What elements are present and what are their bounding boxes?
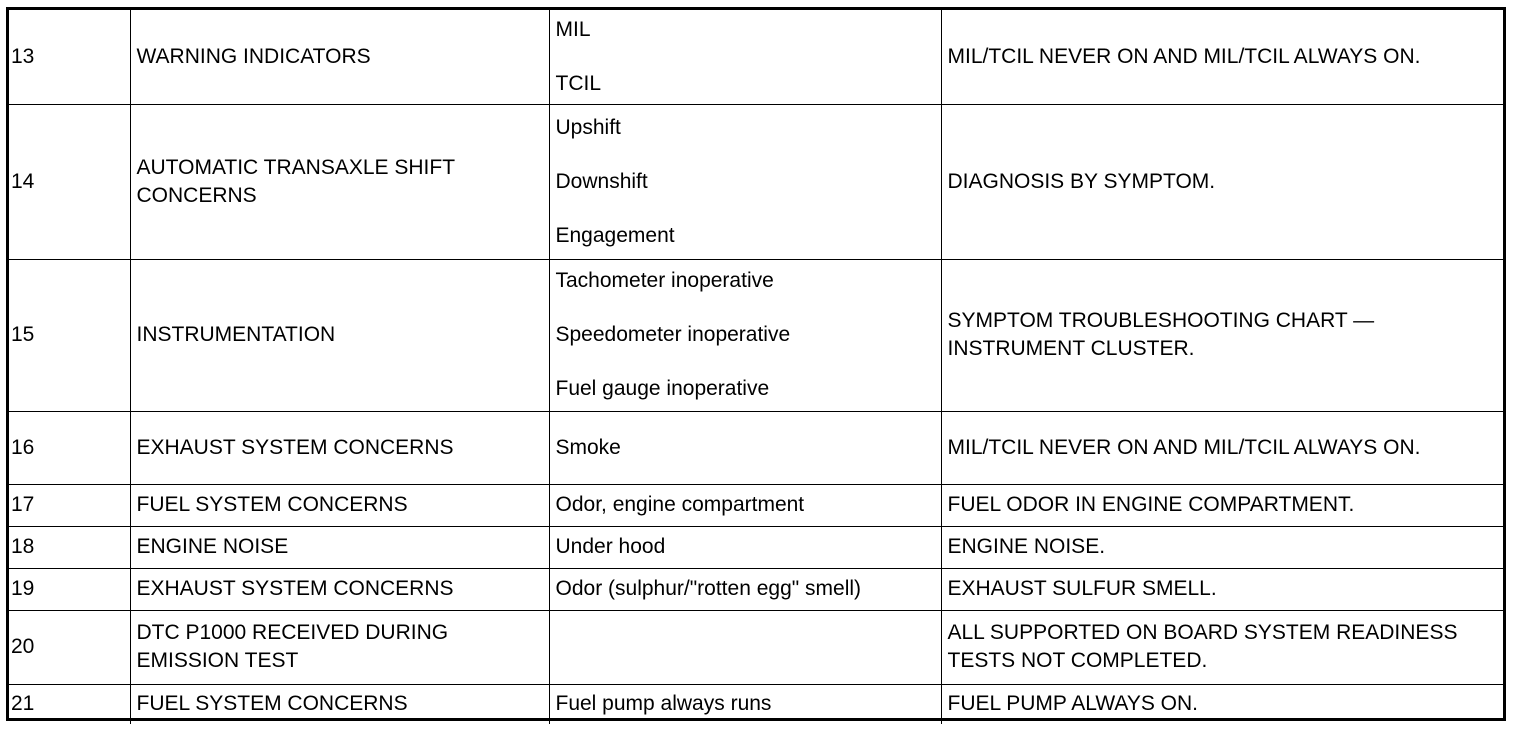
- symptom-chart: [6, 7, 1506, 721]
- symptom-item: Smoke: [555, 435, 621, 459]
- row-number: 13: [9, 10, 130, 104]
- system-name: FUEL SYSTEM CONCERNS: [130, 484, 549, 526]
- table-row: [9, 568, 1503, 610]
- symptom-item: Fuel pump always runs: [555, 692, 772, 716]
- system-name: WARNING INDICATORS: [130, 10, 549, 104]
- symptom-list: [549, 568, 941, 610]
- symptom-table-body: [9, 10, 1503, 724]
- symptom-item: Engagement: [555, 223, 675, 247]
- system-name: EXHAUST SYSTEM CONCERNS: [130, 568, 549, 610]
- table-row: [9, 10, 1503, 104]
- row-number: 20: [9, 610, 130, 684]
- symptom-list: [549, 411, 941, 484]
- symptom-list: [549, 10, 941, 104]
- symptom-list: [549, 259, 941, 411]
- symptom-item: Downshift: [555, 169, 648, 193]
- system-name: DTC P1000 RECEIVED DURING EMISSION TEST: [130, 610, 549, 684]
- symptom-list: [549, 684, 941, 724]
- system-name: EXHAUST SYSTEM CONCERNS: [130, 411, 549, 484]
- system-name: FUEL SYSTEM CONCERNS: [130, 684, 549, 724]
- table-row: [9, 484, 1503, 526]
- row-number: 15: [9, 259, 130, 411]
- table-row: [9, 259, 1503, 411]
- action-reference: ALL SUPPORTED ON BOARD SYSTEM READINESS TESTS NOT COMPLETED.: [941, 610, 1503, 684]
- symptom-item: TCIL: [555, 71, 602, 95]
- symptom-item: MIL: [555, 17, 591, 41]
- symptom-item: Upshift: [555, 115, 621, 139]
- action-reference: FUEL ODOR IN ENGINE COMPARTMENT.: [941, 484, 1503, 526]
- symptom-item: Under hood: [555, 535, 666, 558]
- action-reference: FUEL PUMP ALWAYS ON.: [941, 684, 1503, 724]
- symptom-list: [549, 104, 941, 259]
- system-name: INSTRUMENTATION: [130, 259, 549, 411]
- symptom-item: Odor (sulphur/"rotten egg" smell): [555, 577, 862, 600]
- action-reference: MIL/TCIL NEVER ON AND MIL/TCIL ALWAYS ON.: [941, 10, 1503, 104]
- symptom-item: Tachometer inoperative: [555, 269, 774, 292]
- row-number: 19: [9, 568, 130, 610]
- symptom-item: Fuel gauge inoperative: [555, 377, 770, 400]
- table-row: [9, 411, 1503, 484]
- symptom-list: [549, 610, 941, 684]
- system-name: ENGINE NOISE: [130, 526, 549, 568]
- symptom-table: [9, 10, 1503, 724]
- table-row: [9, 684, 1503, 724]
- action-reference: ENGINE NOISE.: [941, 526, 1503, 568]
- symptom-list: [549, 526, 941, 568]
- action-reference: MIL/TCIL NEVER ON AND MIL/TCIL ALWAYS ON.: [941, 411, 1503, 484]
- action-reference: DIAGNOSIS BY SYMPTOM.: [941, 104, 1503, 259]
- row-number: 17: [9, 484, 130, 526]
- row-number: 16: [9, 411, 130, 484]
- table-row: [9, 526, 1503, 568]
- table-row: [9, 104, 1503, 259]
- symptom-list: [549, 484, 941, 526]
- system-name: AUTOMATIC TRANSAXLE SHIFT CONCERNS: [130, 104, 549, 259]
- action-reference: EXHAUST SULFUR SMELL.: [941, 568, 1503, 610]
- row-number: 14: [9, 104, 130, 259]
- table-row: [9, 610, 1503, 684]
- action-reference: SYMPTOM TROUBLESHOOTING CHART — INSTRUMENT CLUSTER.: [941, 259, 1503, 411]
- symptom-item: Odor, engine compartment: [555, 493, 805, 516]
- row-number: 21: [9, 684, 130, 724]
- row-number: 18: [9, 526, 130, 568]
- symptom-item: Speedometer inoperative: [555, 323, 791, 346]
